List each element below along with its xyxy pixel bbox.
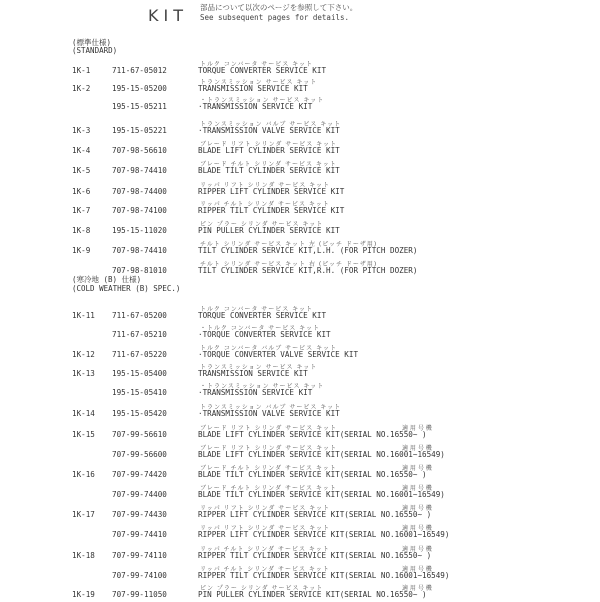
kit-row (0, 404, 600, 421)
kit-row-part-number: 707-99-74400 (112, 490, 167, 499)
kit-row-number: 1K-15 (72, 430, 95, 439)
kit-row-number: 1K-12 (72, 350, 95, 359)
section-cold-weather-en: (COLD WEATHER (B) SPEC.) (72, 284, 181, 293)
kit-row (0, 306, 600, 323)
kit-row-part-number: 707-98-74100 (112, 206, 167, 215)
kit-row (0, 221, 600, 238)
header-note (200, 3, 357, 23)
kit-row-number: 1K-13 (72, 369, 95, 378)
kit-row (0, 585, 600, 602)
kit-row-japanese-name: トランスミッション バルブ サービス キット (200, 121, 342, 128)
page-title: KIT (148, 6, 188, 25)
kit-row-japanese-name: トランスミッション サービス キット (200, 364, 318, 371)
kit-row-japanese-name: トランスミッション バルブ サービス キット (200, 404, 342, 411)
kit-row-number: 1K-7 (72, 206, 91, 215)
kit-row-part-number: 195-15-11020 (112, 226, 167, 235)
kit-row-description: RIPPER TILT CYLINDER SERVICE KIT(SERIAL NO.16550~ ) (198, 551, 432, 560)
section-cold-weather-jp: (寒冷地 (B) 仕様) (72, 275, 142, 284)
kit-row (0, 261, 600, 278)
kit-row (0, 505, 600, 522)
kit-row-japanese-name: ・トランスミッション サービス キット (200, 97, 325, 104)
kit-row-description: BLADE TILT CYLINDER SERVICE KIT(SERIAL NO.16550~ ) (198, 470, 427, 479)
kit-row-part-number: 195-15-05221 (112, 126, 167, 135)
kit-row-part-number: 707-99-74430 (112, 510, 167, 519)
kit-row-part-number: 711-67-05210 (112, 330, 167, 339)
kit-row-japanese-name: ブレード リフト シリンダ サービス キット (200, 445, 338, 452)
section-standard-en: (STANDARD) (72, 46, 118, 55)
kit-row-japanese-name: トルク コンバータ サービス キット (200, 306, 314, 313)
kit-row-description: TORQUE CONVERTER SERVICE KIT (198, 311, 327, 320)
kit-row-part-number: 711-67-05012 (112, 66, 167, 75)
kit-row-japanese-name: ピン プラー シリンダ サービス キット (200, 221, 324, 228)
kit-row-description: ·TRANSMISSION SERVICE KIT (198, 388, 313, 397)
kit-row (0, 485, 600, 502)
kit-row-description: TORQUE CONVERTER SERVICE KIT (198, 66, 327, 75)
kit-row-number: 1K-19 (72, 590, 95, 599)
kit-row-description: RIPPER LIFT CYLINDER SERVICE KIT(SERIAL NO.16550~ ) (198, 510, 432, 519)
kit-row (0, 97, 600, 114)
kit-row-part-number: 707-99-56600 (112, 450, 167, 459)
kit-row-number: 1K-9 (72, 246, 91, 255)
kit-row-part-number: 707-99-74100 (112, 571, 167, 580)
kit-row-part-number: 195-15-05420 (112, 409, 167, 418)
kit-row-number: 1K-4 (72, 146, 91, 155)
kit-row-part-number: 707-98-74410 (112, 166, 167, 175)
kit-row-number: 1K-6 (72, 187, 91, 196)
kit-row-serial-note: 適 用 号 機 (402, 566, 432, 573)
kit-row-part-number: 707-98-81010 (112, 266, 167, 275)
kit-row (0, 525, 600, 542)
kit-row (0, 445, 600, 462)
kit-row (0, 325, 600, 342)
header-note-jp: 部品について以次のページを参照して下さい。 (200, 3, 358, 12)
kit-row-japanese-name: リッパ リフト シリンダ サービス キット (200, 525, 331, 532)
kit-row-part-number: 711-67-05220 (112, 350, 167, 359)
header-note-en: See subsequent pages for details. (200, 13, 350, 22)
kit-row (0, 566, 600, 583)
kit-row-serial-note: 適 用 号 機 (402, 585, 432, 592)
kit-row-japanese-name: ・トランスミッション サービス キット (200, 383, 325, 390)
kit-row-japanese-name: ・トルク コンバータ サービス キット (200, 325, 321, 332)
kit-row-description: BLADE LIFT CYLINDER SERVICE KIT (198, 146, 340, 155)
kit-row-japanese-name: トルク コンバータ サービス キット (200, 61, 314, 68)
kit-row-part-number: 707-99-74420 (112, 470, 167, 479)
kit-row (0, 121, 600, 138)
kit-row-japanese-name: ブレード チルト シリンダ サービス キット (200, 161, 337, 168)
kit-row-part-number: 195-15-05400 (112, 369, 167, 378)
kit-row-japanese-name: チルト シリンダ サービス キット 左 (ピッチ ドーザ用) (200, 241, 378, 248)
kit-row (0, 383, 600, 400)
kit-row-description: TILT CYLINDER SERVICE KIT,L.H. (FOR PITCH DOZER) (198, 246, 418, 255)
kit-row-part-number: 707-98-56610 (112, 146, 167, 155)
kit-row-number: 1K-16 (72, 470, 95, 479)
kit-row-serial-note: 適 用 号 機 (402, 525, 432, 532)
kit-row-part-number: 711-67-05200 (112, 311, 167, 320)
kit-row-description: BLADE LIFT CYLINDER SERVICE KIT(SERIAL NO.16001~16549) (198, 450, 445, 459)
kit-row-part-number: 195-15-05200 (112, 84, 167, 93)
kit-row-part-number: 707-98-74400 (112, 187, 167, 196)
kit-row-description: PIN PULLER CYLINDER SERVICE KIT(SERIAL NO.16550~ ) (198, 590, 427, 599)
kit-row-japanese-name: ブレード チルト シリンダ サービス キット (200, 485, 337, 492)
kit-row-description: TRANSMISSION SERVICE KIT (198, 84, 308, 93)
kit-row-number: 1K-3 (72, 126, 91, 135)
kit-row-number: 1K-2 (72, 84, 91, 93)
kit-row-description: PIN PULLER CYLINDER SERVICE KIT (198, 226, 340, 235)
kit-row-number: 1K-5 (72, 166, 91, 175)
kit-row-japanese-name: ブレード チルト シリンダ サービス キット (200, 465, 337, 472)
kit-row-part-number: 195-15-05211 (112, 102, 167, 111)
kit-row-description: TILT CYLINDER SERVICE KIT,R.H. (FOR PITCH DOZER) (198, 266, 418, 275)
kit-row-japanese-name: リッパ リフト シリンダ サービス キット (200, 182, 331, 189)
kit-row (0, 201, 600, 218)
kit-row-part-number: 195-15-05410 (112, 388, 167, 397)
kit-row-description: ·TORQUE CONVERTER VALVE SERVICE KIT (198, 350, 359, 359)
kit-row (0, 241, 600, 258)
kit-row-number: 1K-18 (72, 551, 95, 560)
kit-row-number: 1K-1 (72, 66, 91, 75)
kit-row (0, 546, 600, 563)
kit-row (0, 182, 600, 199)
kit-row-number: 1K-14 (72, 409, 95, 418)
kit-row-serial-note: 適 用 号 機 (402, 546, 432, 553)
kit-row-description: ·TRANSMISSION VALVE SERVICE KIT (198, 409, 340, 418)
kit-row-japanese-name: トルク コンバータ バルブ サービス キット (200, 345, 337, 352)
kit-row-japanese-name: ブレード リフト シリンダ サービス キット (200, 141, 338, 148)
kit-row-japanese-name: リッパ チルト シリンダ サービス キット (200, 566, 330, 573)
kit-row (0, 161, 600, 178)
kit-row-part-number: 707-98-74410 (112, 246, 167, 255)
kit-row-japanese-name: リッパ チルト シリンダ サービス キット (200, 546, 330, 553)
kit-row-description: TRANSMISSION SERVICE KIT (198, 369, 308, 378)
kit-row-description: BLADE TILT CYLINDER SERVICE KIT(SERIAL NO.16001~16549) (198, 490, 445, 499)
kit-row-part-number: 707-99-74410 (112, 530, 167, 539)
kit-row-part-number: 707-99-74110 (112, 551, 167, 560)
kit-row-serial-note: 適 用 号 機 (402, 505, 432, 512)
kit-row (0, 465, 600, 482)
kit-row-japanese-name: チルト シリンダ サービス キット 右 (ピッチ ドーザ用) (200, 261, 378, 268)
kit-row-number: 1K-17 (72, 510, 95, 519)
kit-row-number: 1K-11 (72, 311, 95, 320)
kit-row (0, 345, 600, 362)
kit-row-description: ·TRANSMISSION SERVICE KIT (198, 102, 313, 111)
kit-row-japanese-name: ピン プラー シリンダ サービス キット (200, 585, 324, 592)
kit-row-japanese-name: ブレード リフト シリンダ サービス キット (200, 425, 338, 432)
kit-row-description: RIPPER TILT CYLINDER SERVICE KIT(SERIAL NO.16001~16549) (198, 571, 450, 580)
kit-row-serial-note: 適 用 号 機 (402, 465, 432, 472)
kit-row-description: ·TRANSMISSION VALVE SERVICE KIT (198, 126, 340, 135)
kit-row-japanese-name: リッパ リフト シリンダ サービス キット (200, 505, 331, 512)
section-standard-jp: (標準仕様) (72, 38, 112, 47)
kit-row-description: RIPPER LIFT CYLINDER SERVICE KIT(SERIAL NO.16001~16549) (198, 530, 450, 539)
kit-row-description: BLADE TILT CYLINDER SERVICE KIT (198, 166, 340, 175)
kit-row (0, 364, 600, 381)
kit-row-description: RIPPER TILT CYLINDER SERVICE KIT (198, 206, 345, 215)
kit-row-part-number: 707-99-11050 (112, 590, 167, 599)
kit-row-number: 1K-8 (72, 226, 91, 235)
kit-row (0, 425, 600, 442)
kit-row-part-number: 707-99-56610 (112, 430, 167, 439)
kit-row-serial-note: 適 用 号 機 (402, 485, 432, 492)
kit-row-japanese-name: リッパ チルト シリンダ サービス キット (200, 201, 330, 208)
kit-row-serial-note: 適 用 号 機 (402, 445, 432, 452)
kit-row-description: BLADE LIFT CYLINDER SERVICE KIT(SERIAL NO.16550~ ) (198, 430, 427, 439)
kit-row (0, 141, 600, 158)
kit-row-serial-note: 適 用 号 機 (402, 425, 432, 432)
kit-row-description: ·TORQUE CONVERTER SERVICE KIT (198, 330, 331, 339)
kit-row-japanese-name: トランスミッション サービス キット (200, 79, 318, 86)
kit-row-description: RIPPER LIFT CYLINDER SERVICE KIT (198, 187, 345, 196)
